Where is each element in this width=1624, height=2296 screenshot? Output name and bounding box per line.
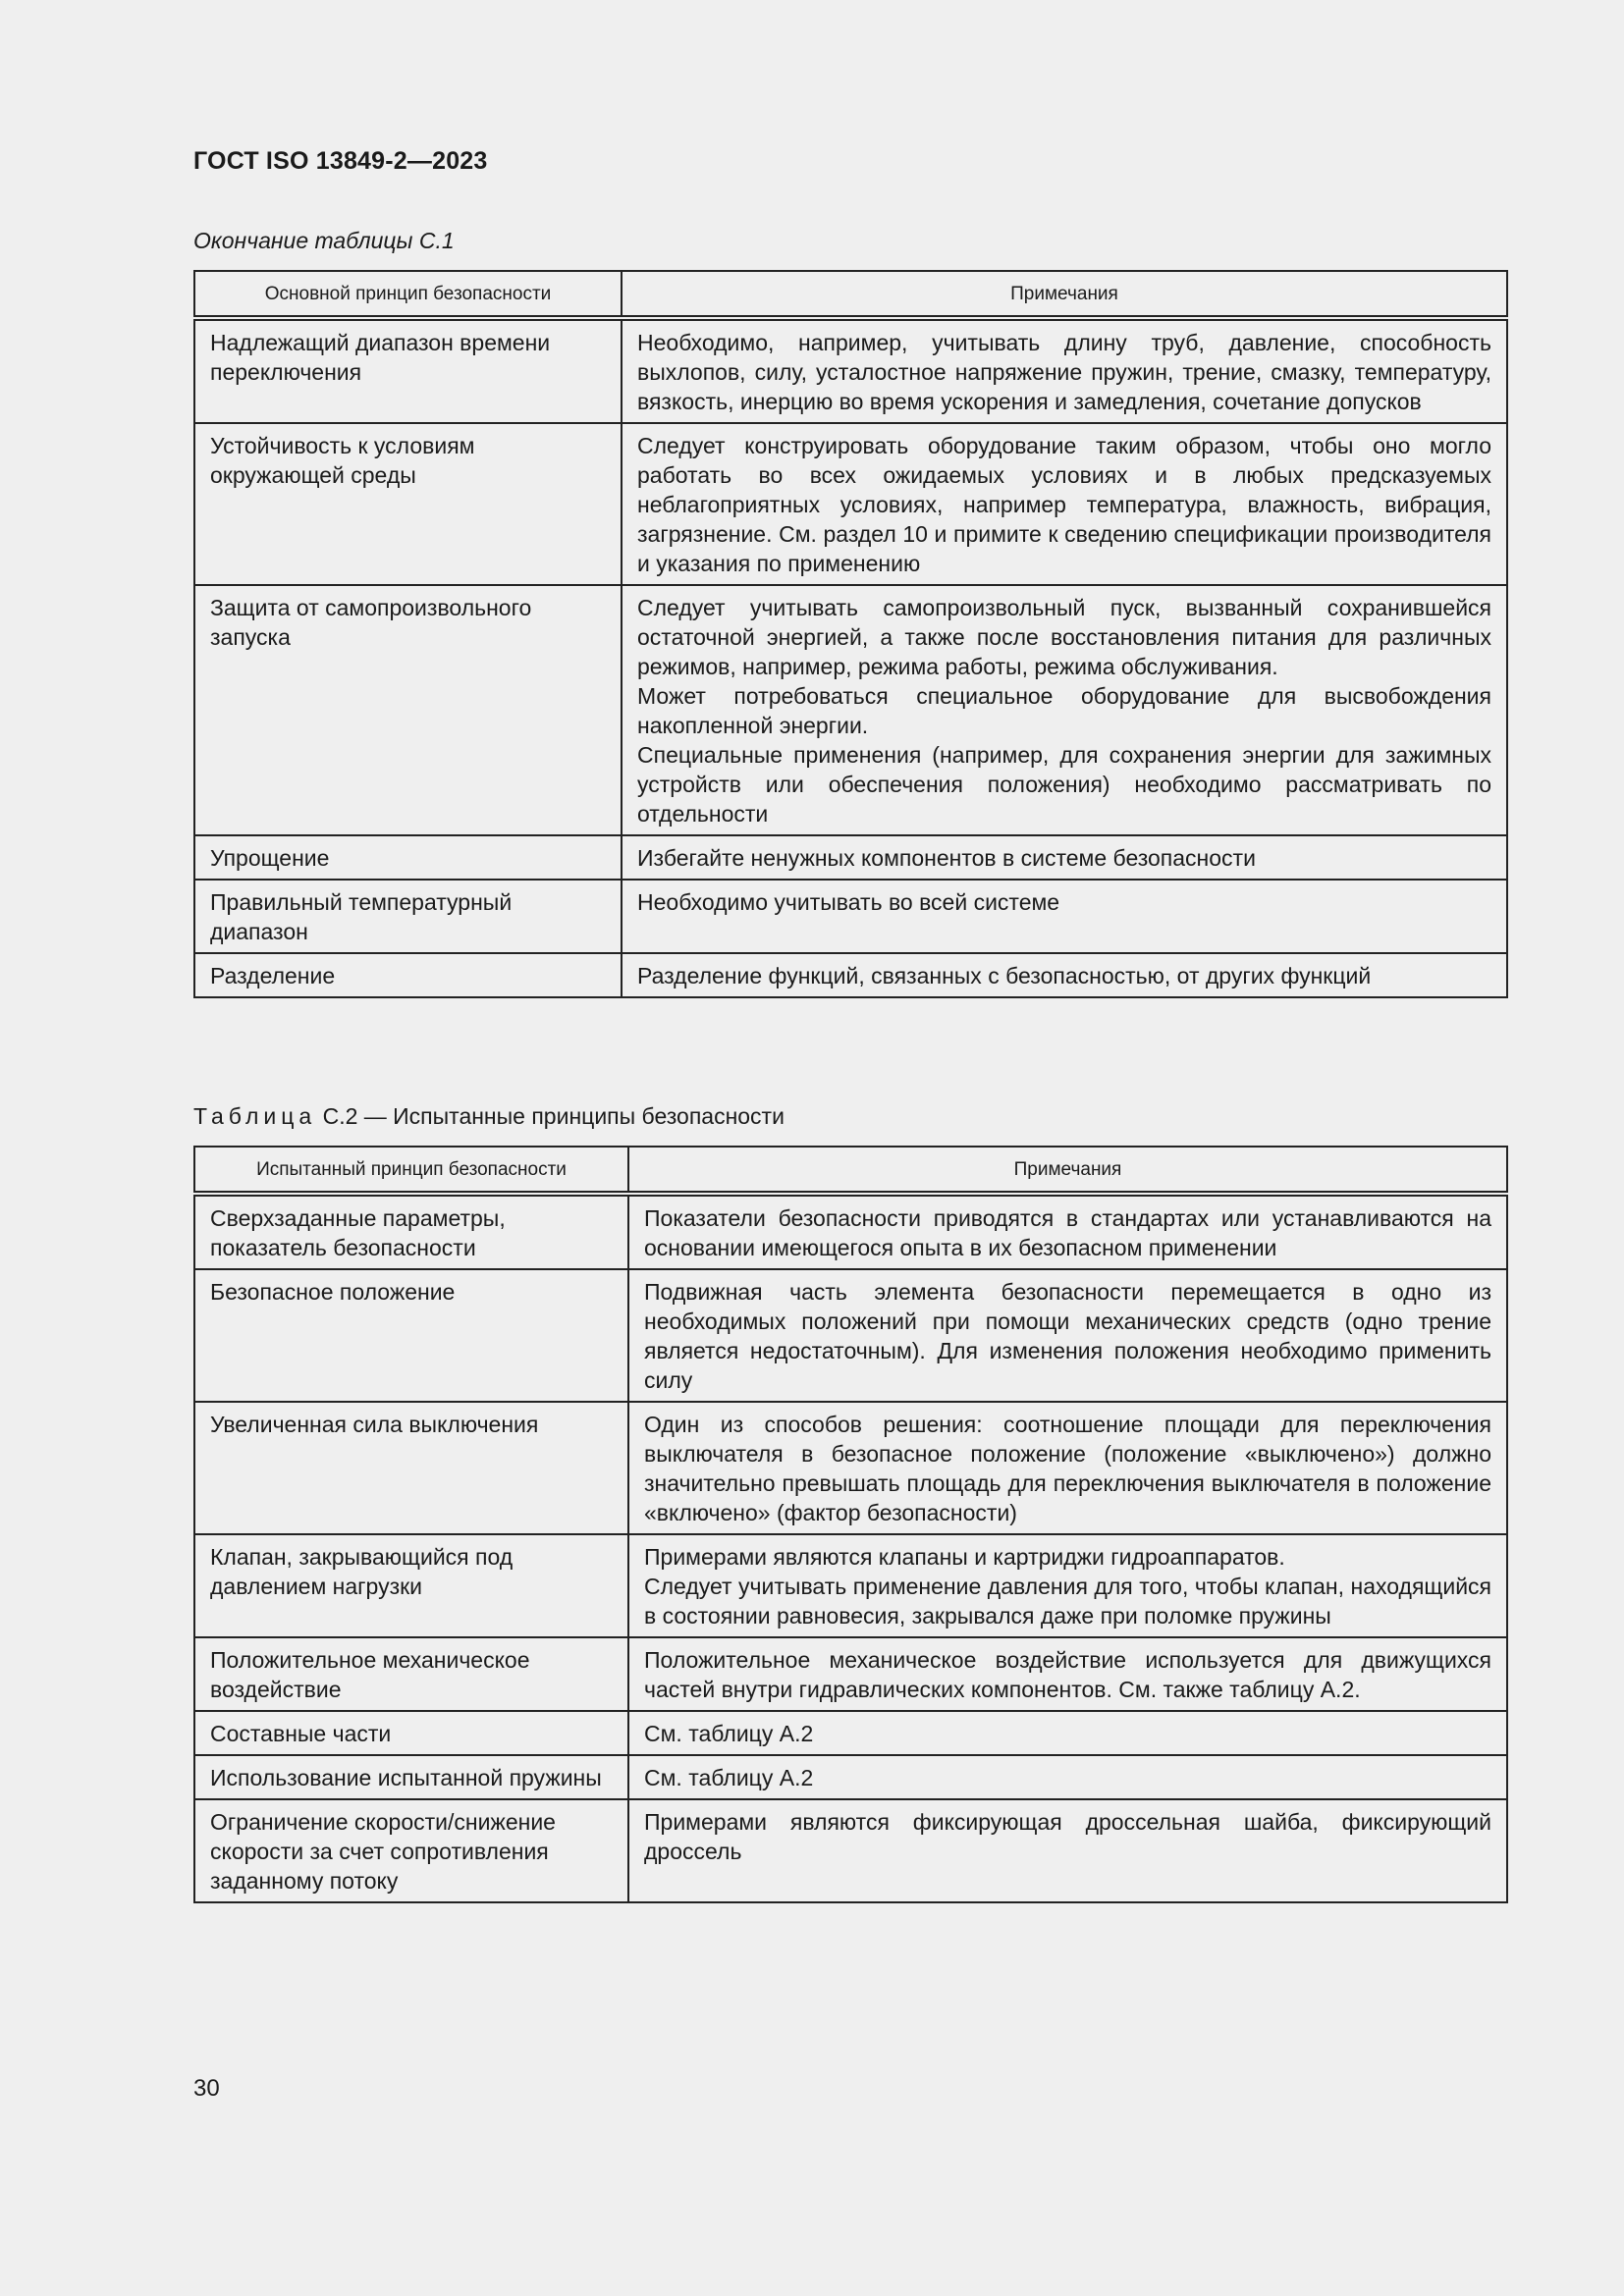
notes-cell: [628, 1637, 1507, 1711]
document-header: ГОСТ ISO 13849-2—2023: [193, 147, 488, 175]
note-paragraph: Разделение функций, связанных с безопасностью, от других функций: [637, 963, 1372, 988]
note-paragraph: Следует учитывать самопроизвольный пуск, вызванный сохранившейся остаточной энергией, а также после восстановления питания для различных режимов, например, режима работы, режима обслуживания.: [637, 595, 1491, 679]
table-row: [194, 953, 1507, 997]
note-paragraph: Один из способов решения: соотношение площади для переключения выключателя в безопасное положение (положение «выключено») должно значительно превышать площадь для переключения выключателя в положение «включено» (фактор безопасности): [644, 1412, 1491, 1525]
note-paragraph: Положительное механическое воздействие используется для движущихся частей внутри гидравлических компонентов. См. также таблицу А.2.: [644, 1647, 1491, 1702]
table2: [193, 1146, 1508, 1903]
table2-column-header-notes: Примечания: [628, 1147, 1507, 1194]
table2-header-row: [194, 1147, 1507, 1194]
table1-header-row: [194, 271, 1507, 318]
notes-cell: [622, 953, 1507, 997]
note-paragraph: Необходимо учитывать во всей системе: [637, 889, 1060, 915]
table1-column-header-notes: Примечания: [622, 271, 1507, 318]
principle-cell: Защита от самопроизвольного запуска: [194, 585, 622, 835]
notes-cell: [628, 1799, 1507, 1902]
principle-cell: Правильный температурный диапазон: [194, 880, 622, 953]
table-row: [194, 1194, 1507, 1269]
notes-cell: [622, 880, 1507, 953]
notes-cell: [622, 835, 1507, 880]
note-paragraph: Необходимо, например, учитывать длину труб, давление, способность выхлопов, силу, усталостное напряжение пружин, трение, смазку, температуру, вязкость, инерцию во время ускорения и замедления, сочетание допусков: [637, 330, 1491, 414]
table1-caption: Окончание таблицы С.1: [193, 228, 455, 253]
table1-body: [194, 318, 1507, 997]
notes-cell: [622, 318, 1507, 423]
notes-cell: [622, 423, 1507, 585]
table1: [193, 270, 1508, 998]
note-paragraph: Следует конструировать оборудование таким образом, чтобы оно могло работать во всех ожидаемых условиях и в любых предсказуемых неблагоприятных условиях, например температура, влажность, вибрация, загрязнение. См. раздел 10 и примите к сведению спецификации производителя и указания по применению: [637, 433, 1491, 576]
table-row: [194, 1534, 1507, 1637]
principle-cell: Составные части: [194, 1711, 628, 1755]
principle-cell: Клапан, закрывающийся под давлением нагрузки: [194, 1534, 628, 1637]
note-paragraph: См. таблицу А.2: [644, 1765, 814, 1790]
table-row: [194, 835, 1507, 880]
table-row: [194, 880, 1507, 953]
principle-cell: Разделение: [194, 953, 622, 997]
note-paragraph: Показатели безопасности приводятся в стандартах или устанавливаются на основании имеющегося опыта в их безопасном применении: [644, 1205, 1491, 1260]
notes-cell: [622, 585, 1507, 835]
table2-caption: [193, 1103, 785, 1130]
principle-cell: Надлежащий диапазон времени переключения: [194, 318, 622, 423]
principle-cell: Использование испытанной пружины: [194, 1755, 628, 1799]
table-row: [194, 1637, 1507, 1711]
notes-cell: [628, 1711, 1507, 1755]
principle-cell: Сверхзаданные параметры, показатель безопасности: [194, 1194, 628, 1269]
note-paragraph: Подвижная часть элемента безопасности перемещается в одно из необходимых положений при помощи механических средств (одно трение является недостаточным). Для изменения положения необходимо применить силу: [644, 1279, 1491, 1393]
table2-body: [194, 1194, 1507, 1902]
principle-cell: Упрощение: [194, 835, 622, 880]
page-number: 30: [193, 2075, 220, 2102]
note-paragraph: Следует учитывать применение давления для того, чтобы клапан, находящийся в состоянии равновесия, закрывался даже при поломке пружины: [644, 1574, 1491, 1629]
table-row: [194, 318, 1507, 423]
table-row: [194, 585, 1507, 835]
table2-column-header-principle: Испытанный принцип безопасности: [194, 1147, 628, 1194]
notes-cell: [628, 1534, 1507, 1637]
principle-cell: Безопасное положение: [194, 1269, 628, 1402]
table-row: [194, 1269, 1507, 1402]
table-row: [194, 423, 1507, 585]
principle-cell: Ограничение скорости/снижение скорости за счет сопротивления заданному потоку: [194, 1799, 628, 1902]
table-row: [194, 1402, 1507, 1534]
notes-cell: [628, 1269, 1507, 1402]
note-paragraph: Примерами являются клапаны и картриджи гидроаппаратов.: [644, 1544, 1285, 1570]
note-paragraph: Примерами являются фиксирующая дроссельная шайба, фиксирующий дроссель: [644, 1809, 1491, 1864]
notes-cell: [628, 1402, 1507, 1534]
notes-cell: [628, 1755, 1507, 1799]
note-paragraph: См. таблицу А.2: [644, 1721, 814, 1746]
principle-cell: Устойчивость к условиям окружающей среды: [194, 423, 622, 585]
note-paragraph: Специальные применения (например, для сохранения энергии для зажимных устройств или обеспечения положения) необходимо рассматривать по отдельности: [637, 742, 1491, 827]
principle-cell: Положительное механическое воздействие: [194, 1637, 628, 1711]
table-row: [194, 1799, 1507, 1902]
note-paragraph: Избегайте ненужных компонентов в системе безопасности: [637, 845, 1256, 871]
table2-caption-title: С.2 — Испытанные принципы безопасности: [316, 1103, 785, 1129]
table1-column-header-principle: Основной принцип безопасности: [194, 271, 622, 318]
table2-caption-label: Таблица: [193, 1103, 317, 1129]
note-paragraph: Может потребоваться специальное оборудование для высвобождения накопленной энергии.: [637, 683, 1491, 738]
notes-cell: [628, 1194, 1507, 1269]
table-row: [194, 1711, 1507, 1755]
table-row: [194, 1755, 1507, 1799]
principle-cell: Увеличенная сила выключения: [194, 1402, 628, 1534]
